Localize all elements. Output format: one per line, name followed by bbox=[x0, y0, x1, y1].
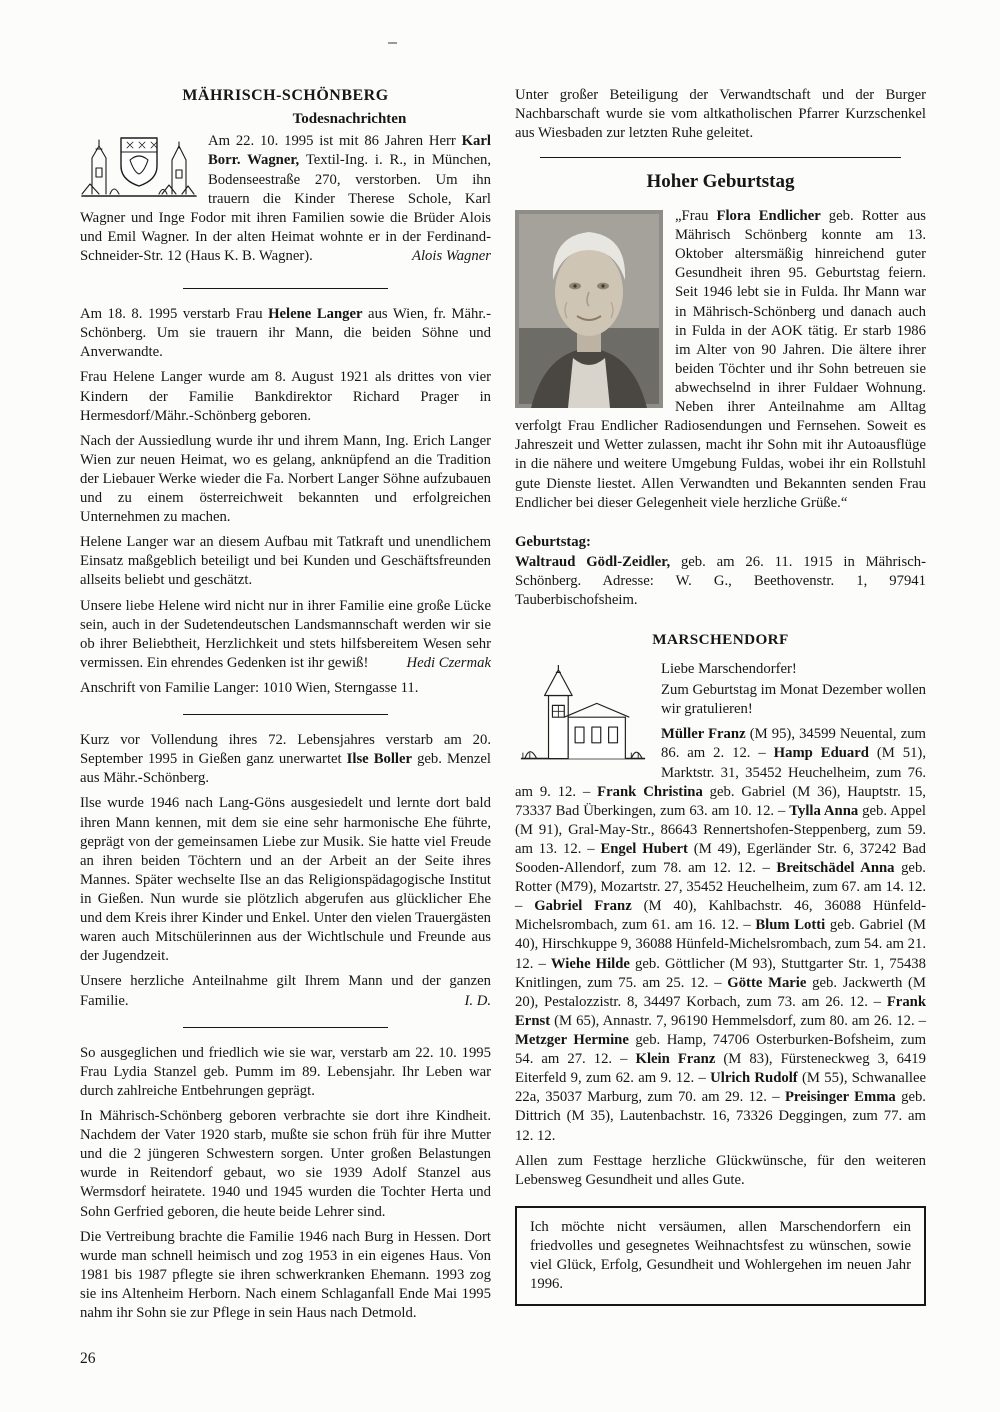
town-crest-icon bbox=[80, 112, 198, 202]
geburtstag-entry: Waltraud Gödl-Zeidler, geb. am 26. 11. 1915 in Mährisch-Schönberg. Adresse: W. G., Beethovenstr. 1, 97941 Tauberbischofsheim. bbox=[515, 553, 926, 609]
obituary-stanzel-p1: So ausgeglichen und friedlich wie sie war, verstarb am 22. 10. 1995 Frau Lydia Stanzel geb. Pumm im 89. Lebensjahr. Ihr Leben war durch zahlreiche Entbehrungen geprägt. bbox=[80, 1044, 491, 1099]
marschendorf-closing: Allen zum Festtage herzliche Glückwünsche, für den weiteren Lebensweg Gesundheit und alles Gute. bbox=[515, 1152, 926, 1188]
obituary-stanzel-p3: Die Vertreibung brachte die Familie 1946 nach Burg in Hessen. Dort wurde man schnell heimisch und zog 1953 in ein eigenes Haus. Von 1981 bis 1987 pflegte sie ihren schwerkranken Ehemann. 1993 zog sie ins Altenheim Herborn. Nach einem Schlaganfall Ende Mai 1995 nahm ihr Sohn sie zur Pflege in sein Haus nach Detmold. bbox=[80, 1228, 491, 1322]
town-crest-image bbox=[80, 112, 198, 202]
obituary-langer-p1: Am 18. 8. 1995 verstarb Frau Helene Langer aus Wien, fr. Mähr.-Schönberg. Um sie trauern ihr Mann, die beiden Söhne und Anverwandte. bbox=[80, 306, 491, 361]
marschendorf-section bbox=[515, 660, 926, 1152]
separator-rule bbox=[183, 714, 388, 715]
portrait-photo-icon bbox=[515, 210, 663, 408]
obituary-langer-p5 bbox=[80, 597, 491, 673]
two-column-layout bbox=[80, 86, 926, 1329]
left-column bbox=[80, 86, 491, 1329]
obituary-langer-p2: Frau Helene Langer wurde am 8. August 1921 als drittes von vier Kindern der Familie Bankdirektor Richard Prager in Hermesdorf/Mähr.-Schönberg geboren. bbox=[80, 369, 491, 424]
church-icon bbox=[515, 662, 651, 768]
christmas-note-text: Ich möchte nicht versäumen, allen Marschendorfern ein friedvolles und gesegnetes Weihnachtsfest zu wünschen, sowie viel Glück, Erfolg, Gesundheit und Wohlergehen im neuen Jahr 1996. bbox=[530, 1218, 911, 1293]
separator-rule bbox=[183, 288, 388, 289]
portrait-photo bbox=[515, 210, 663, 408]
signature-alois-wagner: Alois Wagner bbox=[411, 247, 491, 264]
section-title-marschendorf: MARSCHENDORF bbox=[652, 631, 789, 649]
birthday-article-endlicher bbox=[515, 207, 926, 519]
obituary-wagner-body: Am 22. 10. 1995 ist mit 86 Jahren Herr Karl Borr. Wagner, Textil-Ing. i. R., in München, Bodenseestraße 270, verstorben. Um ihn trauern die Kinder Therese Schole, Karl Wagner und Inge Fodor mit ihren Familien sowie die Brüder Alois und Emil Wagner. In der alten Heimat wohnte er in der Ferdinand-Schneider-Str. 12 (Haus K. B. Wagner). bbox=[80, 133, 492, 264]
signature-i-d: I. D. bbox=[464, 992, 491, 1009]
burial-note: Unter großer Beteiligung der Verwandtschaft und der Burger Nachbarschaft wurde sie vom altkatholischen Pfarrer Kurzschenkel aus Wiesbaden zur letzten Ruhe geleitet. bbox=[515, 87, 926, 142]
signature-hedi-czermak: Hedi Czermak bbox=[406, 654, 491, 671]
obituary-boller-p2: Ilse wurde 1946 nach Lang-Göns ausgesiedelt und lernte dort bald ihren Mann kennen, mit dem sie eine sehr harmonische Ehe führte, geprägt von der gemeinsamen Liebe zur Musik. Sie hatte viel Freude an ihren beiden Töchtern und an der Arbeit an der Seite ihres Mannes. Später wechselte Ilse an das Religionspädagogische Institut in Gießen. Nun wurde sie plötzlich abgerufen aus glücklicher Ehe und dem Kreis ihrer Kinder und Enkel. Unter den vielen Trauergästen waren auch Mitschülerinnen aus der Wichtlschule und Freunde aus der Jugendzeit. bbox=[80, 795, 491, 965]
obituary-langer bbox=[80, 305, 491, 698]
birthday-endlicher-text: „Frau Flora Endlicher geb. Rotter aus Mährisch Schönberg konnte am 13. Oktober altersmäßig hinreichend guter Gesundheit ihren 95. Geburtstag feiern. Seit 1946 lebt sie in Fulda. Ihr Mann war in Mährisch-Schönberg und danach auch in Fulda in der AOK tätig. Er starb 1986 im Alter von 90 Jahren. Die ältere ihrer beiden Töchter und ihr Sohn betreuen sie abwechselnd in ihrer Fuldaer Wohnung. Neben ihrer Anteilnahme am Alltag verfolgt Frau Endlicher Radiosendungen und Fernsehen. Soweit es Jahreszeit und Wetter zulassen, macht ihr Sohn mit ihr Autoausflüge in die nähere und weitere Umgebung Fuldas, wobei ihr ein Rollstuhl gute Dienste liestet. Allen Verwandten und Bekannten senden Frau Endlicher bei dieser Gelegenheit viele herzliche Grüße.“ bbox=[515, 208, 927, 511]
church-drawing bbox=[515, 662, 651, 768]
obituary-boller-p3 bbox=[80, 972, 491, 1010]
geburtstag-label: Geburtstag: bbox=[515, 533, 591, 550]
separator-rule bbox=[183, 1027, 388, 1028]
obituary-boller-p3-body: Unsere herzliche Anteilnahme gilt Ihrem Mann und der ganzen Familie. bbox=[80, 973, 491, 1009]
obituary-boller bbox=[80, 731, 491, 1011]
page-number: 26 bbox=[80, 1350, 96, 1367]
separator-rule bbox=[540, 157, 902, 158]
obituary-stanzel bbox=[80, 1044, 491, 1324]
marschendorf-greeting-2: Zum Geburtstag im Monat Dezember wollen wir gratulieren! bbox=[661, 682, 926, 718]
right-column bbox=[515, 86, 926, 1329]
section-title-hoher-geburtstag: Hoher Geburtstag bbox=[646, 171, 795, 193]
obituary-langer-p3: Nach der Aussiedlung wurde ihr und ihrem Mann, Ing. Erich Langer Wien zur neuen Heimat, wo es gelang, anknüpfend an die Tradition der Liebauer Werke wieder die Fa. Norbert Langer Söhne aufzubauen und zu einem österreichweit bekannten und erfolgreichen Unternehmen zu machen. bbox=[80, 432, 491, 526]
obituary-stanzel-p2: In Mährisch-Schönberg geboren verbrachte sie dort ihre Kindheit. Nachdem der Vater 1920 starb, mußte sie schon früh für ihre Mutter und die 2 jüngeren Schwestern sorgen. Unter großen Belastungen wurde in Reitendorf gebaut, wo sie 1939 Adolf Stanzel aus Wermsdorf heiratete. 1940 und 1945 wurden die Tochter Herta und Sohn Gerfried geboren, die heute beide Lehrer sind. bbox=[80, 1108, 491, 1220]
marschendorf-greeting-1: Liebe Marschendorfer! bbox=[661, 660, 797, 677]
marschendorf-birthday-list: Müller Franz (M 95), 34599 Neuental, zum 86. am 2. 12. – Hamp Eduard (M 51), Marktstr. 31, 35452 Heuchelheim, zum 76. am 9. 12. – Frank Christina geb. Gabriel (M 36), Hauptstr. 15, 73337 Bad Überkingen, zum 63. am 10. 12. – Tylla Anna geb. Appel (M 91), Gral-May-Str., 86643 Rennertshofen-Steppenberg, zum 59. am 13. 12. – Engel Hubert (M 49), Egerländer Str. 6, 37242 Bad Sooden-Allendorf, zum 78. am 12. 12. – Breitschädel Anna geb. Rotter (M79), Mozartstr. 27, 35452 Heuchelheim, zum 67. am 14. 12. – Gabriel Franz (M 40), Kahlbachstr. 46, 36088 Hünfeld-Michelsrombach, zum 61. am 16. 12. – Blum Lotti geb. Gabriel (M 40), Hirschkuppe 9, 36088 Hünfeld-Michelsrombach, zum 54. am 21. 12. – Wiehe Hilde geb. Göttlicher (M 93), Stuttgarter Str. 1, 75438 Knitlingen, zum 75. am 25. 12. – Götte Marie geb. Jackwerth (M 20), Pestalozzistr. 8, 34497 Korbach, zum 73. am 26. 12. – Frank Ernst (M 65), Annastr. 7, 96190 Hemmelsdorf, zum 80. am 26. 12. – Metzger Hermine geb. Hamp, 74706 Osterburken-Bofsheim, zum 54. am 27. 12. – Klein Franz (M 83), Fürsteneckweg 3, 6419 Eiterfeld 9, zum 62. am 9. 12. – Ulrich Rudolf (M 55), Schwanallee 22a, 35037 Marburg, zum 70. am 29. 12. – Preisinger Emma geb. Dittrich (M 35), Lautenbachstr. 16, 73326 Deggingen, zum 77. am 12. 12. bbox=[515, 726, 927, 1144]
obituary-langer-p4: Helene Langer war an diesem Aufbau mit Tatkraft und unendlichem Einsatz maßgeblich beteiligt und bei Kunden und Geschäftsfreunden allseits beliebt und geschätzt. bbox=[80, 534, 491, 589]
scan-artifact bbox=[388, 42, 397, 44]
obituary-boller-p1: Kurz vor Vollendung ihres 72. Lebensjahres verstarb am 20. September 1995 in Gießen ganz unerwartet Ilse Boller geb. Menzel aus Mähr.-Schönberg. bbox=[80, 732, 492, 787]
christmas-note-box bbox=[515, 1206, 926, 1306]
section-title-maehrisch-schoenberg: MÄHRISCH-SCHÖNBERG bbox=[182, 87, 389, 104]
obituary-langer-p5-body: Unsere liebe Helene wird nicht nur in ihrer Familie eine große Lücke sein, auch in der Sudetendeutschen Landsmannschaft werden wir sie ob ihrer Beliebtheit, Herzlichkeit und stets hilfsbereitem Wesen sehr vermissen. Ein ehrendes Gedenken ist ihr gewiß! bbox=[80, 597, 491, 671]
subsection-title-todesnachrichten: Todesnachrichten bbox=[292, 110, 407, 127]
obituary-wagner bbox=[80, 110, 491, 272]
obituary-langer-address: Anschrift von Familie Langer: 1010 Wien, Sterngasse 11. bbox=[80, 680, 419, 697]
